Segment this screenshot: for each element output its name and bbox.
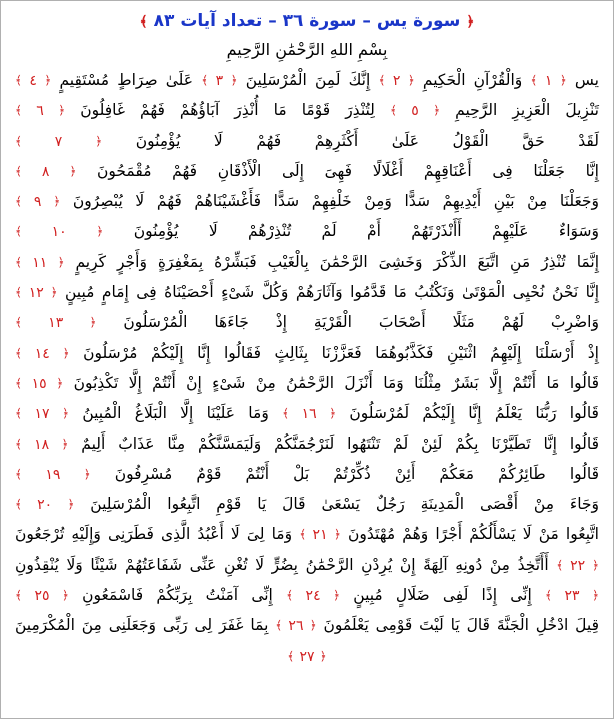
ayah-number-marker xyxy=(15,316,96,331)
surah-body xyxy=(1,65,613,681)
ayah-number-marker xyxy=(299,528,341,543)
ornament-open-icon: ﴿ xyxy=(95,133,103,148)
ayah-text: إِنَّكَ لَمِنَ الْمُرْسَلِينَ xyxy=(245,71,371,89)
ayah-number-marker xyxy=(15,347,70,362)
ayah-number: ٦ xyxy=(36,103,44,120)
ornament-open-icon: ﴿ xyxy=(591,588,599,603)
ornament-open-icon: ﴿ xyxy=(56,375,64,390)
ayah-number-marker xyxy=(286,589,340,604)
ornament-open-icon: ﴿ xyxy=(319,648,327,663)
ayah-number-marker xyxy=(275,619,316,634)
ayah-text: وَجَعَلْنَا مِنْ بَيْنِ أَيْدِيهِمْ سَدًّا وَمِنْ خَلْفِهِمْ سَدًّا فَأَغْشَيْنَاهُمْ فَهُمْ لَا يُبْصِرُونَ xyxy=(72,192,599,211)
ornament-close-icon: ﴾ xyxy=(545,588,553,603)
ornament-close-icon: ﴾ xyxy=(530,73,538,87)
ornament-open-icon: ﴿ xyxy=(62,345,70,360)
ayah-number-marker xyxy=(15,104,65,119)
ayah-text: قَالُوا رَبُّنَا يَعْلَمُ إِنَّا إِلَيْكُمْ لَمُرْسَلُونَ xyxy=(349,404,599,423)
ornament-open-icon: ﴿ xyxy=(333,527,341,542)
ornament-close-icon: ﴾ xyxy=(15,224,23,239)
ayah-text: وَمَا لِىَ لَا أَعْبُدُ الَّذِى فَطَرَنِى وَإِلَيْهِ تُرْجَعُونَ xyxy=(15,525,293,544)
ayah-number: ١٧ xyxy=(34,406,50,423)
ornament-close-icon: ﴾ xyxy=(378,73,386,87)
ornament-open-icon: ﴿ xyxy=(559,73,567,87)
ayah-number-marker xyxy=(282,407,336,422)
ayah-text: أَأَتَّخِذُ مِنْ دُونِهِ آلِهَةً إِنْ يُرِدْنِ الرَّحْمَٰنُ بِضُرٍّ لَا تُغْنِ عَنِّى شَفَاعَتُهُمْ شَيْئًا وَلَا يُنْقِذُونِ xyxy=(15,555,549,574)
ayah-number: ١٥ xyxy=(31,375,47,392)
ornament-close-icon: ﴾ xyxy=(15,406,23,421)
ayah-text: قِيلَ ادْخُلِ الْجَنَّةَ قَالَ يَا لَيْتَ قَوْمِى يَعْلَمُونَ xyxy=(323,616,599,635)
ayah-text: تَنْزِيلَ الْعَزِيزِ الرَّحِيمِ xyxy=(455,101,599,120)
ayah-text: إِذْ أَرْسَلْنَا إِلَيْهِمُ اثْنَيْنِ فَكَذَّبُوهُمَا فَعَزَّزْنَا بِثَالِثٍ فَقَالُوا إِنَّا إِلَيْكُمْ مُرْسَلُونَ xyxy=(83,343,599,362)
ayah-number-marker xyxy=(15,438,68,453)
ayah-number: ١٨ xyxy=(34,436,50,453)
ayah-number-marker xyxy=(556,559,599,574)
ayah-number-marker xyxy=(15,286,57,301)
ayah-number: ١٣ xyxy=(48,315,64,332)
ornament-close-icon: ﴾ xyxy=(15,315,23,330)
ayah-number-marker xyxy=(15,74,51,89)
ayah-number: ٢٤ xyxy=(305,588,321,605)
ornament-close-icon: ﴾ xyxy=(15,285,23,300)
ayah-text: إِنَّمَا تُنْذِرُ مَنِ اتَّبَعَ الذِّكْرَ وَخَشِىَ الرَّحْمَٰنَ بِالْغَيْبِ فَبَشِّرْهُ بِمَغْفِرَةٍ وَأَجْرٍ كَرِيمٍ xyxy=(75,252,600,271)
ayah-number: ٤ xyxy=(29,73,37,89)
ornament-close-icon: ﴾ xyxy=(15,194,23,209)
ayah-number: ٢٦ xyxy=(288,618,304,635)
ornament-open-icon: ﴿ xyxy=(309,618,317,633)
ornament-close-icon: ﴾ xyxy=(15,345,23,360)
ornament-open-icon: ﴿ xyxy=(433,103,441,118)
ayah-number: ٢٠ xyxy=(37,497,53,514)
ornament-open-icon: ﴿ xyxy=(83,466,91,481)
ornament-open-icon: ﴿ xyxy=(466,14,475,30)
ornament-open-icon: ﴿ xyxy=(50,285,58,300)
ayah-text: قَالُوا طَائِرُكُمْ مَعَكُمْ أَئِنْ ذُكِّرْتُمْ بَلْ أَنْتُمْ قَوْمٌ مُسْرِفُونَ xyxy=(114,464,599,483)
ornament-open-icon: ﴿ xyxy=(67,497,75,512)
ayah-number-marker xyxy=(378,74,414,89)
ornament-open-icon: ﴿ xyxy=(333,588,341,603)
ayah-number: ١٦ xyxy=(301,406,317,423)
ornament-close-icon: ﴾ xyxy=(15,163,23,178)
ayah-number-marker xyxy=(15,468,91,483)
ornament-close-icon: ﴾ xyxy=(556,557,564,572)
ayah-number-marker xyxy=(15,589,69,604)
ornament-close-icon: ﴾ xyxy=(287,648,295,663)
ornament-open-icon: ﴿ xyxy=(57,254,65,269)
ayah-text: وَسَوَاءٌ عَلَيْهِمْ أَأَنْذَرْتَهُمْ أَمْ لَمْ تُنْذِرْهُمْ لَا يُؤْمِنُونَ xyxy=(133,222,599,241)
ornament-close-icon: ﴾ xyxy=(286,588,294,603)
ayah-number: ٢ xyxy=(392,73,401,89)
ayah-number-marker xyxy=(15,165,76,180)
ornament-open-icon: ﴿ xyxy=(96,224,104,239)
ornament-close-icon: ﴾ xyxy=(299,527,307,542)
ornament-open-icon: ﴿ xyxy=(58,103,66,118)
ayah-number-marker xyxy=(15,225,103,240)
ayah-number: ٢٥ xyxy=(34,588,50,605)
ayah-text: قَالُوا إِنَّا تَطَيَّرْنَا بِكُمْ لَئِنْ لَمْ تَنْتَهُوا لَنَرْجُمَنَّكُمْ وَلَيَمَسَّنَّكُمْ مِنَّا عَذَابٌ أَلِيمٌ xyxy=(81,434,599,453)
ayah-number: ٣ xyxy=(215,73,224,89)
ayah-number-marker xyxy=(15,377,63,392)
ayah-text: وَمَا عَلَيْنَا إِلَّا الْبَلَاغُ الْمُبِينُ xyxy=(82,404,269,423)
ayah-text: إِنِّى إِذًا لَفِى ضَلَالٍ مُبِينٍ xyxy=(353,586,532,605)
ornament-open-icon: ﴿ xyxy=(69,163,77,178)
ornament-open-icon: ﴿ xyxy=(53,194,61,209)
ayah-text: وَاضْرِبْ لَهُمْ مَثَلًا أَصْحَابَ الْقَرْيَةِ إِذْ جَاءَهَا الْمُرْسَلُونَ xyxy=(123,313,599,332)
ornament-open-icon: ﴿ xyxy=(61,588,69,603)
ornament-open-icon: ﴿ xyxy=(62,406,70,421)
ayah-number-marker xyxy=(530,74,566,89)
ayah-number: ٧ xyxy=(54,133,63,150)
ornament-open-icon: ﴿ xyxy=(591,557,599,572)
ornament-close-icon: ﴾ xyxy=(15,103,23,118)
ayah-text: قَالُوا مَا أَنْتُمْ إِلَّا بَشَرٌ مِثْلُنَا وَمَا أَنْزَلَ الرَّحْمَٰنُ مِنْ شَىْءٍ إِنْ أَنْتُمْ إِلَّا تَكْذِبُونَ xyxy=(73,373,599,392)
ayah-number: ١ xyxy=(544,73,553,89)
ayah-text: إِنَّا نَحْنُ نُحْيِى الْمَوْتَىٰ وَنَكْتُبُ مَا قَدَّمُوا وَآثَارَهُمْ وَكُلَّ شَىْءٍ أَحْصَيْنَاهُ فِى إِمَامٍ مُبِينٍ xyxy=(64,283,599,302)
ayah-number: ٢٢ xyxy=(570,557,586,574)
ayah-number: ٩ xyxy=(33,194,42,211)
ornament-close-icon: ﴾ xyxy=(139,14,148,30)
ornament-close-icon: ﴾ xyxy=(282,406,290,421)
ayah-text: بِمَا غَفَرَ لِى رَبِّى وَجَعَلَنِى مِنَ الْمُكْرَمِينَ xyxy=(15,616,269,635)
ayah-number: ١٤ xyxy=(34,345,50,362)
ornament-open-icon: ﴿ xyxy=(230,73,238,87)
basmala-line: بِسْمِ اللهِ الرَّحْمَٰنِ الرَّحِيمِ xyxy=(226,40,388,59)
ayah-number: ١٩ xyxy=(45,466,61,483)
ayah-text: يس xyxy=(574,71,599,89)
ornament-open-icon: ﴿ xyxy=(329,406,337,421)
ayah-number: ٨ xyxy=(41,163,50,180)
ornament-close-icon: ﴾ xyxy=(15,73,23,87)
ornament-close-icon: ﴾ xyxy=(15,466,23,481)
ayah-number: ٢١ xyxy=(312,527,328,544)
ayah-number-marker xyxy=(15,407,69,422)
ayah-text: اتَّبِعُوا مَنْ لَا يَسْأَلُكُمْ أَجْرًا وَهُمْ مُهْتَدُونَ xyxy=(348,525,599,544)
ayah-text: عَلَىٰ صِرَاطٍ مُسْتَقِيمٍ xyxy=(59,71,194,89)
ayah-text: لِتُنْذِرَ قَوْمًا مَا أُنْذِرَ آبَاؤُهُمْ فَهُمْ غَافِلُونَ xyxy=(80,101,375,120)
ayah-number-marker xyxy=(545,589,599,604)
ayah-text: إِنِّى آمَنْتُ بِرَبِّكُمْ فَاسْمَعُونِ xyxy=(82,586,273,605)
ayah-text: وَجَاءَ مِنْ أَقْصَى الْمَدِينَةِ رَجُلٌ يَسْعَىٰ قَالَ يَا قَوْمِ اتَّبِعُوا الْمُرْسَلِينَ xyxy=(90,495,600,514)
ornament-close-icon: ﴾ xyxy=(201,73,209,87)
ayah-number-marker xyxy=(390,104,440,119)
ornament-close-icon: ﴾ xyxy=(389,103,397,118)
ayah-number-marker xyxy=(287,650,326,665)
ayah-number-marker xyxy=(201,74,237,89)
ayah-number: ١٠ xyxy=(51,224,67,241)
ornament-open-icon: ﴿ xyxy=(407,73,415,87)
ayah-text: إِنَّا جَعَلْنَا فِى أَعْنَاقِهِمْ أَغْلَالًا فَهِىَ إِلَى الْأَذْقَانِ فَهُمْ مُقْمَحُونَ xyxy=(97,161,599,180)
ayah-number-marker xyxy=(15,195,60,210)
ayah-number: ٥ xyxy=(411,103,419,120)
page-title xyxy=(1,1,613,33)
ornament-close-icon: ﴾ xyxy=(15,436,23,451)
ornament-open-icon: ﴿ xyxy=(44,73,52,87)
surah-title-text: سورة يس – سورة ٣٦ – تعداد آيات ٨٣ xyxy=(153,11,461,31)
ornament-close-icon: ﴾ xyxy=(15,497,23,512)
ornament-close-icon: ﴾ xyxy=(15,133,23,148)
ayah-text: لَقَدْ حَقَّ الْقَوْلُ عَلَىٰ أَكْثَرِهِمْ فَهُمْ لَا يُؤْمِنُونَ xyxy=(135,131,599,150)
ayah-number: ٢٧ xyxy=(299,648,315,665)
ayah-number: ١١ xyxy=(32,254,48,271)
ayah-number-marker xyxy=(15,256,64,271)
ornament-open-icon: ﴿ xyxy=(89,315,97,330)
ornament-close-icon: ﴾ xyxy=(15,254,23,269)
ayah-number-marker xyxy=(15,135,102,150)
ayah-number: ١٢ xyxy=(28,285,44,302)
ornament-close-icon: ﴾ xyxy=(15,375,23,390)
ornament-close-icon: ﴾ xyxy=(275,618,283,633)
ornament-open-icon: ﴿ xyxy=(61,436,69,451)
ayah-number: ٢٣ xyxy=(564,588,580,605)
ayah-number-marker xyxy=(15,498,74,513)
ornament-close-icon: ﴾ xyxy=(15,588,23,603)
ayah-text: وَالْقُرْآنِ الْحَكِيمِ xyxy=(422,71,523,89)
